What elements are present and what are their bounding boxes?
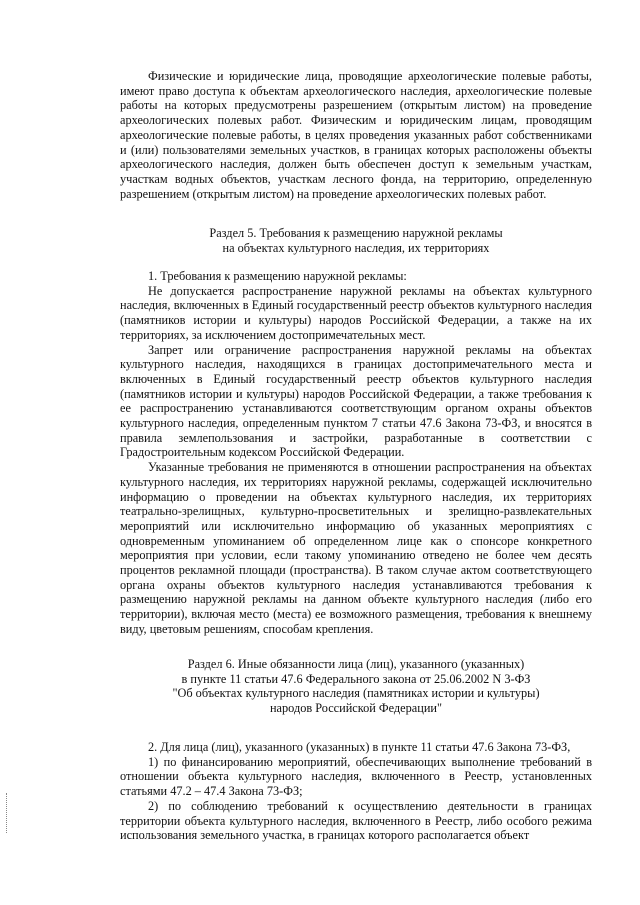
section6-title-line2: в пункте 11 статьи 47.6 Федерального закона от 25.06.2002 N 3-ФЗ <box>181 671 531 686</box>
section6-paragraph-2: 2) по соблюдению требований к осуществлению деятельности в границах территории объекта культурного наследия, включенного в Реестр, либо особого режима использования земельного участка, в границах которого располагается объект <box>120 798 592 843</box>
scan-margin-marks <box>6 793 11 833</box>
section6-paragraph-1: 1) по финансированию мероприятий, обеспечивающих выполнение требований в отношении объекта культурного наследия, включенного в Реестр, установленных статьями 47.2 – 47.4 Закона 73-ФЗ; <box>120 754 592 799</box>
section6-title-line3: "Об объектах культурного наследия (памятниках истории и культуры) <box>172 686 540 701</box>
section6-title-line1: Раздел 6. Иные обязанности лица (лиц), указанного (указанных) <box>187 657 525 671</box>
section5-title-line1: Раздел 5. Требования к размещению наружной рекламы <box>209 226 503 240</box>
section5-paragraph-3: Указанные требования не применяются в отношении распространения на объектах культурного наследия, их территориях наружной рекламы, содержащей исключительно информацию о проведении на объектах культурного наследия, их территориях театрально-зрелищных, культурно-просветительных и зрелищно-развлекательных мероприятий или исключительно информацию об указанных мероприятиях с одновременным упоминанием об определенном лице как о спонсоре конкретного мероприятия при условии, если такому упоминанию отведено не более чем десять процентов рекламной площади (пространства). В таком случае актом соответствующего органа охраны объектов культурного наследия устанавливаются требования к размещению наружной рекламы на данном объекте культурного наследия (либо его территории), включая место (места) ее возможного размещения, требования к внешнему виду, цветовым решениям, способам крепления. <box>120 460 592 636</box>
section5-paragraph-1: Не допускается распространение наружной рекламы на объектах культурного наследия, включенных в Единый государственный реестр объектов культурного наследия (памятников истории и культуры) народов Российской Федерации, а также на их территориях, за исключением достопримечательных мест. <box>120 283 592 342</box>
section5-paragraph-2: Запрет или ограничение распространения наружной рекламы на объектах культурного наследия, находящихся в границах достопримечательного места и включенных в Единый государственный реестр объектов культурного наследия (памятников истории и культуры) народов Российской Федерации, а также требования к ее распространению устанавливаются соответствующим органом охраны объектов культурного наследия, определенным пунктом 7 статьи 47.6 Закона 73-ФЗ, и вносятся в правила землепользования и застройки, разработанные в соответствии с Градостроительным кодексом Российской Федерации. <box>120 342 592 460</box>
intro-paragraph: Физические и юридические лица, проводящие археологические полевые работы, имеют право доступа к объектам археологического наследия, археологические полевые работы на которых предусмотрены разрешением (открытым листом) на проведение археологических полевых работ. Физическим и юридическим лицам, проводящим археологические полевые работы, в целях проведения указанных работ собственниками и (или) пользователями земельных участков, в границах которых расположены объекты археологического наследия, должен быть обеспечен доступ к земельным участкам, участкам водных объектов, участкам лесного фонда, на территорию, определенную разрешением (открытым листом) на проведение археологических полевых работ. <box>120 69 592 201</box>
section5-item1-heading: 1. Требования к размещению наружной рекламы: <box>148 269 407 283</box>
intro-block <box>120 69 592 201</box>
section5-body <box>120 269 592 637</box>
section6-item2-heading: 2. Для лица (лиц), указанного (указанных) в пункте 11 статьи 47.6 Закона 73-ФЗ, <box>148 740 571 754</box>
section5-title-line2: на объектах культурного наследия, их территориях <box>222 240 490 255</box>
section6-title <box>120 657 592 716</box>
section6-body <box>120 740 592 843</box>
section6-title-line4: народов Российской Федерации" <box>269 701 443 716</box>
section5-title <box>120 226 592 255</box>
